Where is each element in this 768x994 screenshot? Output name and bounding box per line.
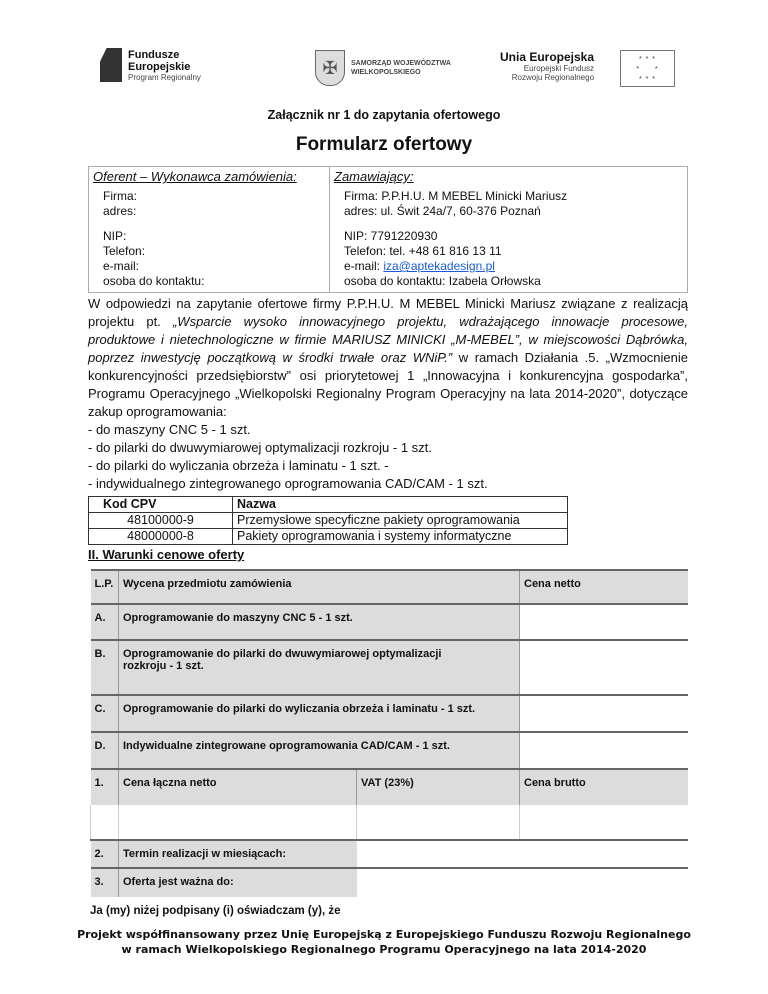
row-desc: Oprogramowanie do pilarki do dwuwymiarowej optymalizacji rozkroju - 1 szt. xyxy=(119,640,520,695)
row-lp: C. xyxy=(91,695,119,732)
section-heading: II. Warunki cenowe oferty xyxy=(88,547,245,562)
buyer-telefon: Telefon: tel. +48 61 816 13 11 xyxy=(344,244,502,258)
paragraph-text: w ramach Działania .5. „Wzmocnienie konkurencyjności przedsiębiorstw” osi priorytetowej 1 „Innowacyjna i konkurencyjna gospodarka”, Programu Operacyjnego „Wielkopolski Regionalny Program Operacyjny na lata 2014-2020”, dotyczące zakup oprogramowania: xyxy=(88,350,688,419)
declaration: Ja (my) niżej podpisany (i) oświadczam (y), że xyxy=(90,905,341,917)
validity-input[interactable] xyxy=(357,868,689,897)
header-lp: L.P. xyxy=(91,570,119,604)
net-price-cell[interactable] xyxy=(520,732,689,769)
table-row xyxy=(91,640,689,695)
cpv-header-code: Kod CPV xyxy=(89,497,233,513)
offerent-contact: osoba do kontaktu: xyxy=(103,274,205,288)
term-input[interactable] xyxy=(357,840,689,868)
intro-paragraph xyxy=(88,295,688,493)
gross-label: Cena brutto xyxy=(520,769,689,805)
list-item: - do pilarki do wyliczania obrzeża i laminatu - 1 szt. - xyxy=(88,458,389,473)
footer-line: Projekt współfinansowany przez Unię Europejską z Europejskiego Funduszu Rozwoju Regionalnego xyxy=(77,928,691,941)
page-title: Formularz ofertowy xyxy=(295,134,473,155)
offerent-email: e-mail: xyxy=(103,259,140,273)
row-desc: Oprogramowanie do pilarki do wyliczania obrzeża i laminatu - 1 szt. xyxy=(119,695,520,732)
buyer-email-label: e-mail: xyxy=(344,259,384,273)
offerent-heading: Oferent – Wykonawca zamówienia: xyxy=(93,169,297,184)
buyer-heading: Zamawiający: xyxy=(334,169,414,184)
gross-input[interactable] xyxy=(520,805,689,840)
footer-line: w ramach Wielkopolskiego Regionalnego Programu Operacyjnego na lata 2014-2020 xyxy=(121,943,647,956)
eu-logo xyxy=(500,50,594,82)
offerent-telefon: Telefon: xyxy=(103,244,146,258)
footer xyxy=(0,927,768,957)
cpv-table xyxy=(88,496,568,545)
blank-cell xyxy=(91,805,119,840)
cpv-name: Przemysłowe specyficzne pakiety oprogramowania xyxy=(233,513,568,529)
validity-label: Oferta jest ważna do: xyxy=(119,868,357,897)
vat-label: VAT (23%) xyxy=(357,769,520,805)
fundusze-europejskie-logo xyxy=(100,48,201,82)
logo-bar xyxy=(100,48,680,98)
wielkopolska-logo xyxy=(315,50,451,86)
total-lp: 1. xyxy=(91,769,119,805)
price-table xyxy=(90,569,688,897)
row-desc: Indywidualne zintegrowane oprogramowania CAD/CAM - 1 szt. xyxy=(119,732,520,769)
row-lp: B. xyxy=(91,640,119,695)
header-net: Cena netto xyxy=(520,570,689,604)
table-row xyxy=(89,513,568,529)
fe-star-icon xyxy=(100,48,122,82)
cpv-header-name: Nazwa xyxy=(233,497,568,513)
paragraph-text: W odpowiedzi na zapytanie ofertowe firmy P.P.H.U. M MEBEL Minicki Mariusz związane z realizacją projektu pt. xyxy=(88,296,688,329)
buyer-column xyxy=(330,167,687,292)
offerent-column xyxy=(89,167,330,292)
buyer-adres: adres: ul. Świt 24a/7, 60-376 Poznań xyxy=(344,204,541,218)
logo-text: Program Regionalny xyxy=(128,72,201,82)
buyer-email-link[interactable]: iza@aptekadesign.pl xyxy=(383,259,495,273)
buyer-nip: NIP: 7791220930 xyxy=(344,229,438,243)
annex-label: Załącznik nr 1 do zapytania ofertowego xyxy=(267,108,501,122)
logo-text: Europejskie xyxy=(128,60,191,73)
logo-text: WIELKOPOLSKIEGO xyxy=(351,69,421,76)
eagle-shield-icon: ✠ xyxy=(315,50,345,86)
cpv-code: 48000000-8 xyxy=(89,529,233,545)
vat-input[interactable] xyxy=(357,805,520,840)
parties-box xyxy=(88,166,688,293)
total-net-input[interactable] xyxy=(119,805,357,840)
buyer-contact: osoba do kontaktu: Izabela Orłowska xyxy=(344,274,541,288)
net-price-cell[interactable] xyxy=(520,604,689,640)
offerent-nip: NIP: xyxy=(103,229,127,243)
project-title: „Wsparcie wysoko innowacyjnego projektu, wdrażającego innowacje procesowe, produktowe i nietechnologiczne w firmie MARIUSZ MINICKI „M-MEBEL”, w miejscowości Dąbrówka, poprzez inwestycję początkową w środki trwałe oraz WNiP.” xyxy=(88,314,688,365)
offerent-firma: Firma: xyxy=(103,189,137,203)
total-net-label: Cena łączna netto xyxy=(119,769,357,805)
row-desc: Oprogramowanie do maszyny CNC 5 - 1 szt. xyxy=(119,604,520,640)
row-lp: 3. xyxy=(91,868,119,897)
term-label: Termin realizacji w miesiącach: xyxy=(119,840,357,868)
list-item: - indywidualnego zintegrowanego oprogramowania CAD/CAM - 1 szt. xyxy=(88,476,488,491)
net-price-cell[interactable] xyxy=(520,695,689,732)
logo-text: Unia Europejska xyxy=(500,50,595,64)
net-price-cell[interactable] xyxy=(520,640,689,695)
logo-text: Europejski Fundusz xyxy=(523,64,595,73)
table-row xyxy=(89,529,568,545)
logo-text: Fundusze xyxy=(128,48,180,61)
offerent-adres: adres: xyxy=(103,204,137,218)
row-lp: 2. xyxy=(91,840,119,868)
row-lp: D. xyxy=(91,732,119,769)
logo-text: SAMORZĄD WOJEWÓDZTWA xyxy=(351,60,451,67)
table-row xyxy=(91,604,689,640)
list-item: - do pilarki do dwuwymiarowej optymalizacji rozkroju - 1 szt. xyxy=(88,440,432,455)
document-body xyxy=(77,166,691,957)
eu-flag-icon: * * * * * * * * xyxy=(620,50,675,87)
table-row xyxy=(91,732,689,769)
cpv-code: 48100000-9 xyxy=(89,513,233,529)
logo-text: Rozwoju Regionalnego xyxy=(511,73,595,82)
cpv-name: Pakiety oprogramowania i systemy informatyczne xyxy=(233,529,568,545)
row-lp: A. xyxy=(91,604,119,640)
table-row xyxy=(91,695,689,732)
header-desc: Wycena przedmiotu zamówienia xyxy=(119,570,520,604)
list-item: - do maszyny CNC 5 - 1 szt. xyxy=(88,422,251,437)
buyer-firma: Firma: P.P.H.U. M MEBEL Minicki Mariusz xyxy=(344,189,568,203)
